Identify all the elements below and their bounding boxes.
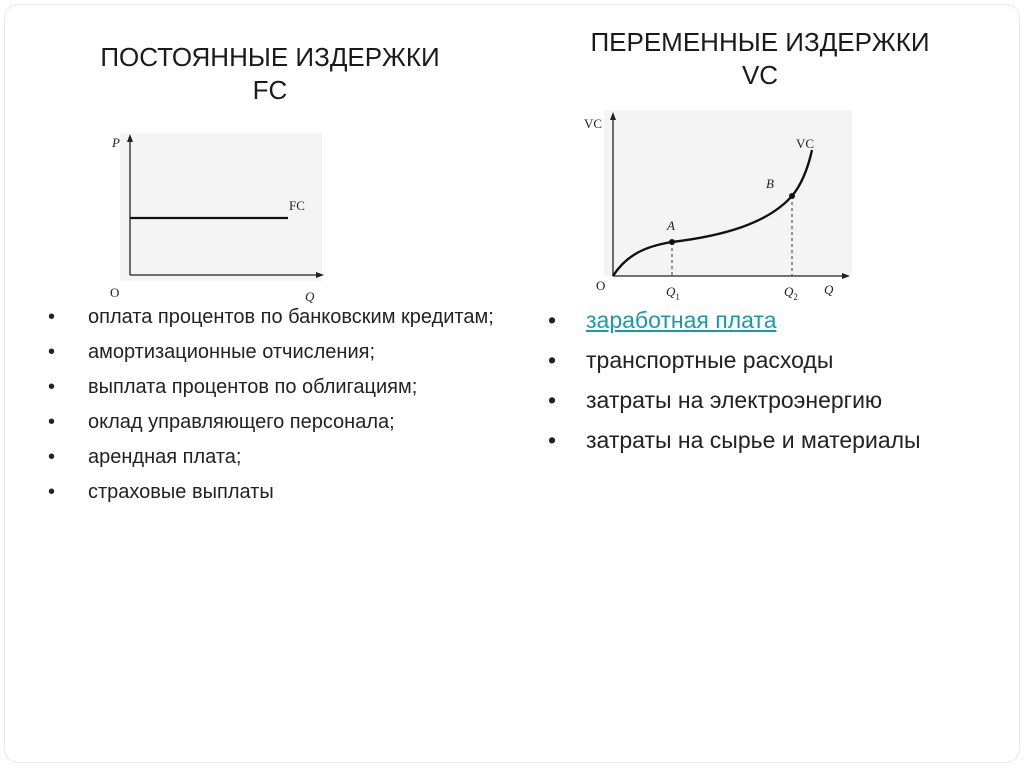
item-text: оплата процентов по банковским кредитам;: [88, 306, 494, 328]
item-text: транспортные расходы: [586, 347, 834, 373]
bullet: •: [548, 387, 557, 413]
fixed-costs-graph: [100, 125, 340, 310]
item-text: оклад управляющего персонала;: [88, 411, 395, 433]
q2-label: [784, 284, 798, 302]
item-text: затраты на электроэнергию: [586, 387, 883, 413]
origin-label: O: [596, 278, 606, 293]
q1-subscript: 1: [675, 292, 680, 302]
bullet: •: [48, 306, 56, 328]
origin-label: O: [110, 285, 120, 300]
list-item: [548, 383, 1006, 417]
variable-costs-list: [548, 303, 1006, 463]
point-a: [669, 239, 675, 245]
q2-subscript: 2: [793, 292, 798, 302]
point-a-label: A: [667, 218, 675, 233]
list-item: [48, 443, 518, 472]
q1-label: [666, 284, 680, 302]
point-b-label: B: [766, 176, 774, 191]
item-text: выплата процентов по облигациям;: [88, 376, 418, 398]
point-b: [789, 193, 795, 199]
variable-costs-title: ПЕРЕМЕННЫЕ ИЗДЕРЖКИ: [590, 27, 930, 57]
list-item: [548, 343, 1006, 377]
x-axis-label: Q: [824, 282, 834, 297]
item-text: арендная плата;: [88, 446, 242, 468]
q1-letter: Q: [666, 284, 676, 299]
y-axis-label: VC: [584, 116, 603, 131]
list-item: [48, 478, 518, 507]
wages-link[interactable]: заработная плата: [586, 307, 777, 333]
variable-costs-abbrev: VC: [741, 60, 779, 90]
variable-costs-heading: [530, 26, 990, 92]
q2-letter: Q: [784, 284, 794, 299]
list-item: [48, 303, 518, 332]
bullet: •: [48, 481, 56, 503]
y-axis-label: P: [112, 135, 120, 150]
x-axis-label: Q: [305, 289, 315, 304]
fixed-costs-title: ПОСТОЯННЫЕ ИЗДЕРЖКИ: [100, 42, 440, 72]
item-text: страховые выплаты: [88, 481, 274, 503]
variable-costs-graph: [582, 106, 862, 310]
bullet: •: [548, 347, 557, 373]
fixed-costs-abbrev: FC: [252, 75, 288, 105]
bullet: •: [548, 427, 557, 453]
bullet: •: [48, 376, 56, 398]
fixed-costs-list: [48, 303, 518, 513]
list-item: [548, 303, 1006, 337]
list-item: [48, 338, 518, 367]
bullet: •: [48, 411, 56, 433]
bullet: •: [48, 341, 56, 363]
fc-line-label: FC: [289, 198, 305, 213]
list-item: [548, 423, 1006, 457]
list-item: [48, 373, 518, 402]
item-text: затраты на сырье и материалы: [586, 427, 921, 453]
item-text: амортизационные отчисления;: [88, 341, 376, 363]
vc-curve-label: VC: [796, 136, 815, 151]
list-item: [48, 408, 518, 437]
bullet: •: [48, 446, 56, 468]
bullet: •: [548, 307, 557, 333]
fixed-costs-heading: [40, 41, 500, 107]
